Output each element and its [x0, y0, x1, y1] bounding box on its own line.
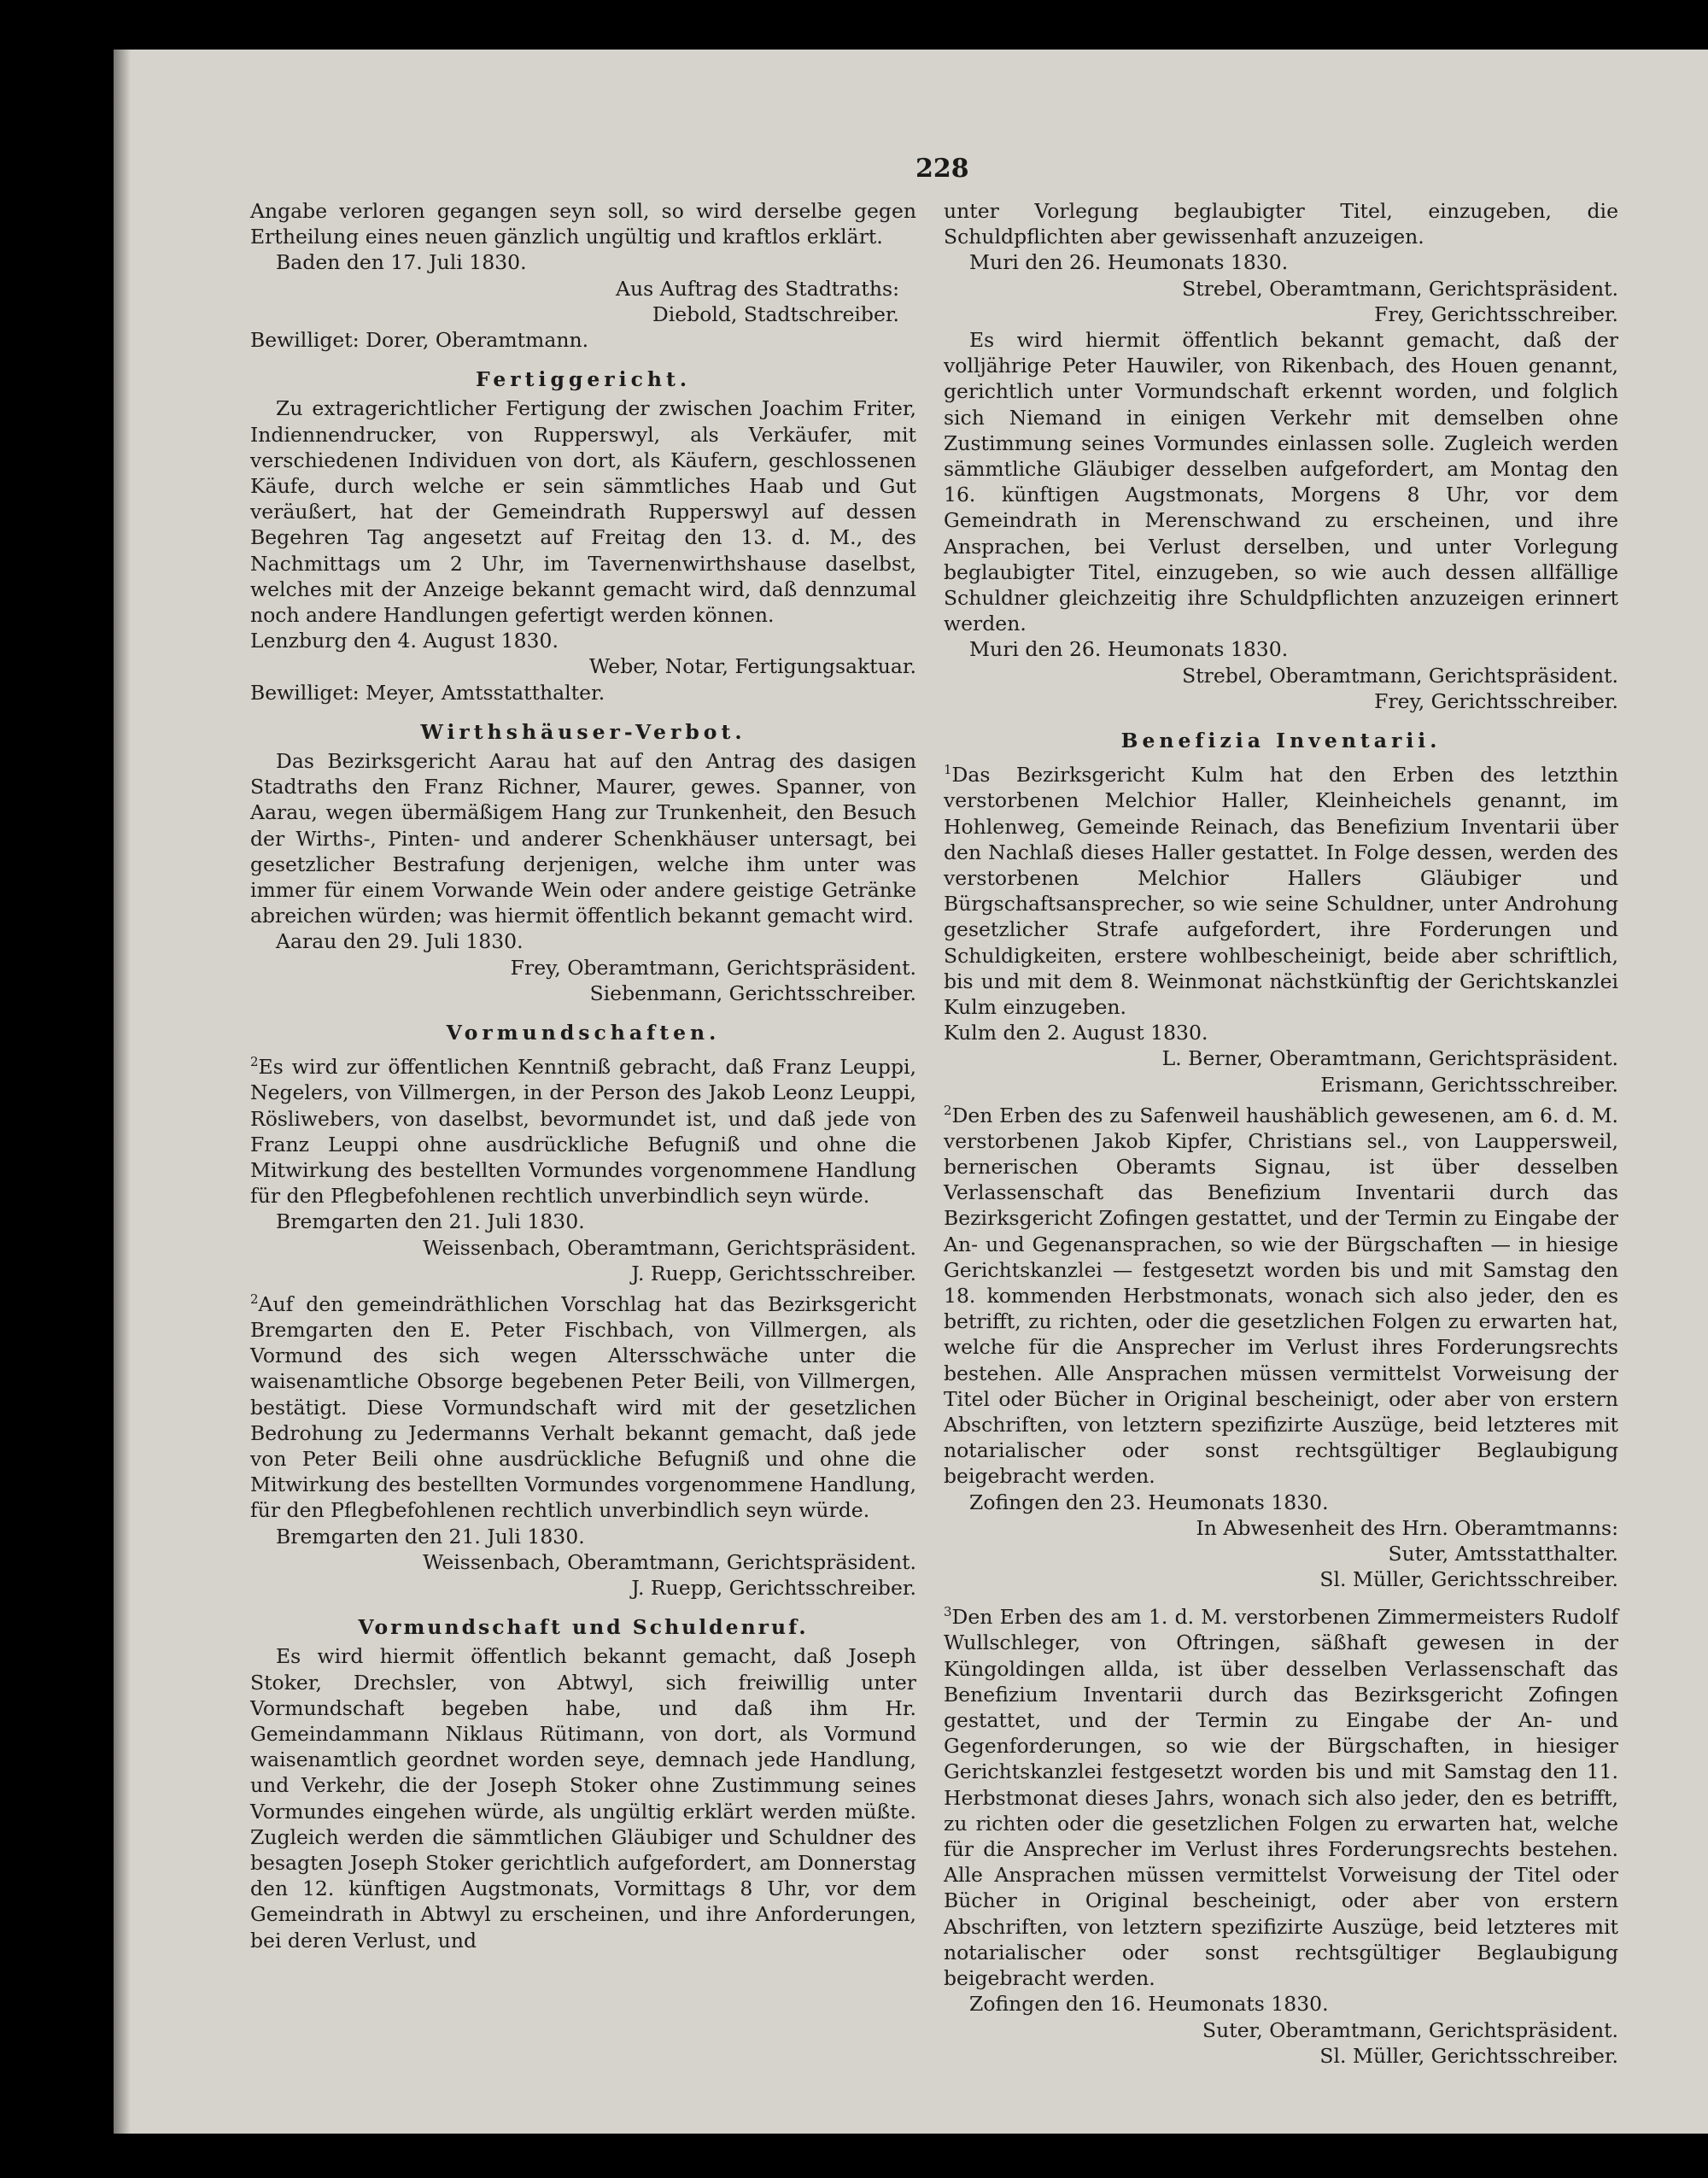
notice-date: Aarau den 29. Juli 1830. — [276, 929, 524, 954]
notice-signature: Suter, Oberamtmann, Gerichtspräsident. — [1202, 2017, 1618, 2042]
notice-paragraph: Es wird hiermit öffentlich bekannt gemacht, daß Joseph Stoker, Drechsler, von Abtwyl, sich freiwillig unter Vormundschaft begeben habe, und daß ihm Hr. Gemeindammann Niklaus Rütimann, von dort, als Vormund waisenamtlich geordnet worden seye, demnach jede Handlung, und Verkehr, die der Joseph Stoker ohne Zustimmung seines Vormundes eingehen würde, als ungültig erklärt werden müßte. Zugleich werden die sämmtlichen Gläubiger und Schuldner des besagten Joseph Stoker gerichtlich aufgefordert, am Donnerstag den 12. künftigen Augstmonats, Vormittags 8 Uhr, vor dem Gemeindrath in Abtwyl zu erscheinen, und ihre Anforderungen, bei deren Verlust, und — [250, 1644, 916, 1953]
notice-text: Es wird zur öffentlichen Kenntniß gebracht, daß Franz Leuppi, Negelers, von Villmergen, in der Person des Jakob Leonz Leuppi, Rösliwebers, von daselbst, bevormundet ist, und daß jede von Franz Leuppi ohne ausdrückliche Befugniß und ohne die Mitwirkung des bestellten Vormundes vorgenommene Handlung für den Pflegbefohlenen rechtlich unverbindlich seyn würde. — [250, 1055, 916, 1209]
notice-signature: Erismann, Gerichtsschreiber. — [1320, 1072, 1618, 1097]
notice-signature: Siebenmann, Gerichtsschreiber. — [589, 981, 916, 1005]
left-column — [250, 198, 916, 1953]
notice-signature: Frey, Gerichtsschreiber. — [1374, 688, 1618, 713]
notice-paragraph: unter Vorlegung beglaubigter Titel, einzugeben, die Schuldpflichten aber gewissenhaft anzuzeigen. — [944, 199, 1618, 249]
approval-line: Bewilliget: Dorer, Oberamtmann. — [250, 328, 589, 353]
notice-signature: Frey, Oberamtmann, Gerichtspräsident. — [510, 955, 916, 980]
notice-signature: L. Berner, Oberamtmann, Gerichtspräsident. — [1161, 1046, 1618, 1071]
notice-paragraph — [250, 1286, 916, 1524]
notice-signature: Diebold, Stadtschreiber. — [652, 302, 899, 326]
notice-date: Bremgarten den 21. Juli 1830. — [276, 1209, 585, 1234]
notice-signature: Weissenbach, Oberamtmann, Gerichtspräsident. — [423, 1235, 916, 1260]
notice-paragraph — [944, 1098, 1618, 1490]
notice-text: Das Bezirksgericht Kulm hat den Erben des letzthin verstorbenen Melchior Haller, Kleinheichels genannt, im Hohlenweg, Gemeinde Reinach, das Benefizium Inventarii über den Nachlaß dieses Haller gestattet. In Folge dessen, werden des verstorbenen Melchior Hallers Gläubiger und Bürgschaftsansprecher, so wie seine Schuldner, unter Androhung gesetzlicher Strafe aufgefordert, ihre Forderungen und Schuldigkeiten, erstere wohlbescheinigt, beide aber schriftlich, bis und mit dem 8. Weinmonat nächstkünftig der Gerichtskanzlei Kulm einzugeben. — [944, 763, 1618, 1019]
notice-text: Den Erben des zu Safenweil haushäblich gewesenen, am 6. d. M. verstorbenen Jakob Kipfer, Christians sel., von Lauppersweil, bernerischen Oberamts Signau, ist über desselben Verlassenschaft das Benefizium Inventarii durch das Bezirksgericht Zofingen gestattet, und der Termin zu Eingabe der An- und Gegenansprachen, so wie der Bürgschaften — in hiesige Gerichtskanzlei — festgesetzt worden bis und mit Samstag den 18. kommenden Herbstmonats, wonach sich also jeder, den es betrifft, zu richten, oder die gesetzlichen Folgen zu erwarten hat, welche für die Ansprecher im Verlust ihres Forderungsrechts bestehen. Alle Ansprachen müssen vermittelst Vorweisung der Titel oder Bücher in Original bescheinigt, oder aber von erstern Abschriften, von letztern spezifizirte Auszüge, beid letzteres mit notarialischer oder sonst rechtsgültiger Beglaubigung beigebracht werden. — [944, 1103, 1618, 1489]
notice-signature: Sl. Müller, Gerichtsschreiber. — [1319, 2043, 1618, 2068]
notice-text: Auf den gemeindräthlichen Vorschlag hat das Bezirksgericht Bremgarten den E. Peter Fischbach, von Villmergen, als Vormund des sich wegen Altersschwäche unter die waisenamtliche Obsorge begebenen Peter Beili, von Villmergen, bestätigt. Diese Vormundschaft wird mit der gesetzlichen Bedrohung zu Jedermanns Verhalt bekannt gemacht, daß jede von Peter Beili ohne ausdrückliche Befugniß und ohne die Mitwirkung des bestellten Vormundes vorgenommene Handlung, für den Pflegbefohlenen rechtlich unverbindlich seyn würde. — [250, 1291, 916, 1523]
right-column — [944, 198, 1618, 2069]
notice-signature: J. Ruepp, Gerichtsschreiber. — [631, 1576, 916, 1601]
section-heading: Vormundschaft und Schuldenruf. — [358, 1615, 809, 1640]
notice-paragraph: Das Bezirksgericht Aarau hat auf den Antrag des dasigen Stadtraths den Franz Richner, Maurer, gewes. Spanner, von Aarau, wegen übermäßigem Hang zur Trunkenheit, den Besuch der Wirths-, Pinten- und anderer Schenkhäuser untersagt, bei gesetzlicher Bestrafung derjenigen, welche ihm unter was immer für einem Vorwande Wein oder andere geistige Getränke abreichen würden; was hiermit öffentlich bekannt gemacht wird. — [250, 749, 916, 928]
notice-number: 2 — [250, 1291, 259, 1307]
notice-paragraph: Zu extragerichtlicher Fertigung der zwischen Joachim Friter, Indiennendrucker, von Rupperswyl, als Verkäufer, mit verschiedenen Individuen von dort, als Käufern, geschlossenen Käufe, durch welche er sein sämmtliches Haab und Gut veräußert, hat der Gemeindrath Rupperswyl auf dessen Begehren Tag angesetzt auf Freitag den 13. d. M., des Nachmittags um 2 Uhr, im Tavernenwirthshause daselbst, welches mit der Anzeige bekannt gemacht wird, daß dennzumal noch andere Handlungen gefertigt werden können. — [250, 396, 916, 628]
section-heading: Fertiggericht. — [475, 367, 692, 392]
section-heading: Wirthshäuser-Verbot. — [420, 719, 746, 744]
notice-signature: Weissenbach, Oberamtmann, Gerichtspräsident. — [423, 1549, 916, 1574]
notice-date: Muri den 26. Heumonats 1830. — [969, 250, 1289, 275]
notice-text: Den Erben des am 1. d. M. verstorbenen Zimmermeisters Rudolf Wullschleger, von Oftringen, säßhaft gewesen in der Küngoldingen allda, ist über desselben Verlassenschaft das Benefizium Inventarii durch das Bezirksgericht Zofingen gestattet, und der Termin zu Eingabe der An- und Gegenforderungen, so wie der Bürgschaften, in hiesiger Gerichtskanzlei festgesetzt worden bis und mit Samstag den 11. Herbstmonat dieses Jahrs, wonach sich also jeder, den es betrifft, zu richten oder die gesetzlichen Folgen zu erwarten hat, welche für die Ansprecher im Verlust ihres Forderungsrechts bestehen. Alle Ansprachen müssen vermittelst Vorweisung der Titel oder Bücher in Original bescheinigt, oder aber von erstern Abschriften, von letztern spezifizirte Auszüge, beid letzteres mit notarialischer oder sonst rechtsgültiger Beglaubigung beigebracht werden. — [944, 1605, 1618, 1991]
notice-date: Baden den 17. Juli 1830. — [276, 250, 527, 275]
notice-date: Zofingen den 16. Heumonats 1830. — [969, 1992, 1329, 2017]
notice-number: 1 — [944, 762, 952, 778]
notice-number: 2 — [250, 1054, 259, 1070]
notice-signature: Frey, Gerichtsschreiber. — [1374, 302, 1618, 326]
section-heading: Vormundschaften. — [446, 1021, 721, 1045]
notice-signature: J. Ruepp, Gerichtsschreiber. — [631, 1261, 916, 1285]
notice-date: Bremgarten den 21. Juli 1830. — [276, 1524, 585, 1549]
approval-line: Bewilliget: Meyer, Amtsstatthalter. — [250, 680, 605, 705]
notice-number: 2 — [944, 1102, 952, 1118]
notice-signature: Aus Auftrag des Stadtraths: — [616, 276, 899, 301]
notice-date: Muri den 26. Heumonats 1830. — [969, 637, 1289, 662]
notice-number: 3 — [944, 1604, 952, 1620]
notice-signature: Strebel, Oberamtmann, Gerichtspräsident. — [1182, 276, 1618, 301]
notice-signature: Strebel, Oberamtmann, Gerichtspräsident. — [1182, 663, 1618, 688]
notice-date: Lenzburg den 4. August 1830. — [250, 629, 559, 653]
notice-signature: Suter, Amtsstatthalter. — [1388, 1542, 1618, 1566]
page-gutter-shadow — [114, 50, 131, 2134]
notice-paragraph — [944, 1599, 1618, 1991]
notice-paragraph: Es wird hiermit öffentlich bekannt gemacht, daß der volljährige Peter Hauwiler, von Rikenbach, des Houen genannt, gerichtlich unter Vormundschaft erkennt worden, und folglich sich Niemand in einigen Verkehr mit demselben ohne Zustimmung seines Vormundes einlassen solle. Zugleich werden sämmtliche Gläubiger desselben aufgefordert, am Montag den 16. künftigen Augstmonats, Morgens 8 Uhr, vor dem Gemeindrath in Merenschwand zu erscheinen, und ihre Ansprachen, bei Verlust derselben, und unter Vorlegung beglaubigter Titel, einzugeben, so wie auch dessen allfällige Schuldner gleichzeitig ihre Schuldpflichten anzuzeigen erinnert werden. — [944, 328, 1618, 636]
notice-date: Zofingen den 23. Heumonats 1830. — [969, 1490, 1329, 1514]
notice-paragraph: Angabe verloren gegangen seyn soll, so wird derselbe gegen Ertheilung eines neuen gänzlich ungültig und kraftlos erklärt. — [250, 199, 916, 249]
page-number: 228 — [915, 154, 969, 184]
notice-paragraph — [250, 1049, 916, 1209]
notice-paragraph — [944, 757, 1618, 1020]
notice-signature: Sl. Müller, Gerichtsschreiber. — [1319, 1567, 1618, 1592]
notice-signature: Weber, Notar, Fertigungsaktuar. — [589, 654, 916, 679]
notice-signature: In Abwesenheit des Hrn. Oberamtmanns: — [1196, 1515, 1618, 1540]
notice-date: Kulm den 2. August 1830. — [944, 1021, 1208, 1045]
section-heading: Benefizia Inventarii. — [1120, 729, 1442, 753]
